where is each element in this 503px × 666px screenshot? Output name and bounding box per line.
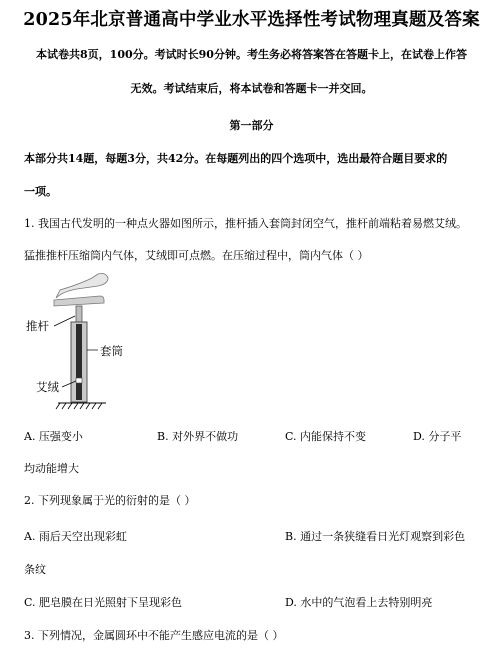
question-1-stem-line-2: 猛推推杆压缩筒内气体，艾绒即可点燃。在压缩过程中，筒内气体（ ） <box>24 249 369 262</box>
question-1-stem-line-1: 1. 我国古代发明的一种点火器如图所示，推杆插入套筒封闭空气，推杆前端粘着易燃艾绒。 <box>24 217 467 230</box>
q2-option-b-continued: 条纹 <box>24 563 46 576</box>
ground-hatching <box>56 403 102 409</box>
label-sleeve: 套筒 <box>100 344 123 358</box>
q2-option-c: C. 肥皂膜在日光照射下呈现彩色 <box>24 596 183 609</box>
q1-option-d: D. 分子平 <box>413 430 462 443</box>
q1-option-c: C. 内能保持不变 <box>285 430 367 443</box>
sleeve-bore <box>76 324 82 400</box>
piston-handle <box>56 274 108 299</box>
q1-option-b: B. 对外界不做功 <box>157 430 239 443</box>
instructions-line-1: 本试卷共8页，100分。考试时长90分钟。考生务必将答案答在答题卡上，在试卷上作答 <box>36 48 467 61</box>
q1-option-a: A. 压强变小 <box>24 430 83 443</box>
page-title: 2025年北京普通高中学业水平选择性考试物理真题及答案 <box>23 10 480 30</box>
q2-option-a: A. 雨后天空出现彩虹 <box>24 530 127 543</box>
question-3-stem: 3. 下列情况，金属圆环中不能产生感应电流的是（ ） <box>24 629 284 642</box>
fire-piston-figure <box>24 270 144 420</box>
part-description-line-1: 本部分共14题，每题3分，共42分。在每题列出的四个选项中，选出最符合题目要求的 <box>24 152 448 165</box>
q1-option-d-continued: 均动能增大 <box>24 462 79 475</box>
pushrod <box>76 306 82 324</box>
q2-option-d: D. 水中的气泡看上去特别明亮 <box>285 596 433 609</box>
part-description-line-2: 一项。 <box>24 185 57 198</box>
question-2-stem: 2. 下列现象属于光的衍射的是（ ） <box>24 494 196 507</box>
part-title: 第一部分 <box>229 119 274 132</box>
label-pushrod: 推杆 <box>26 319 49 333</box>
piston-grip <box>54 296 104 306</box>
tinder <box>76 378 82 383</box>
q2-option-b: B. 通过一条狭缝看日光灯观察到彩色 <box>285 530 466 543</box>
instructions-line-2: 无效。考试结束后，将本试卷和答题卡一并交回。 <box>130 82 373 95</box>
label-tinder: 艾绒 <box>36 380 59 394</box>
